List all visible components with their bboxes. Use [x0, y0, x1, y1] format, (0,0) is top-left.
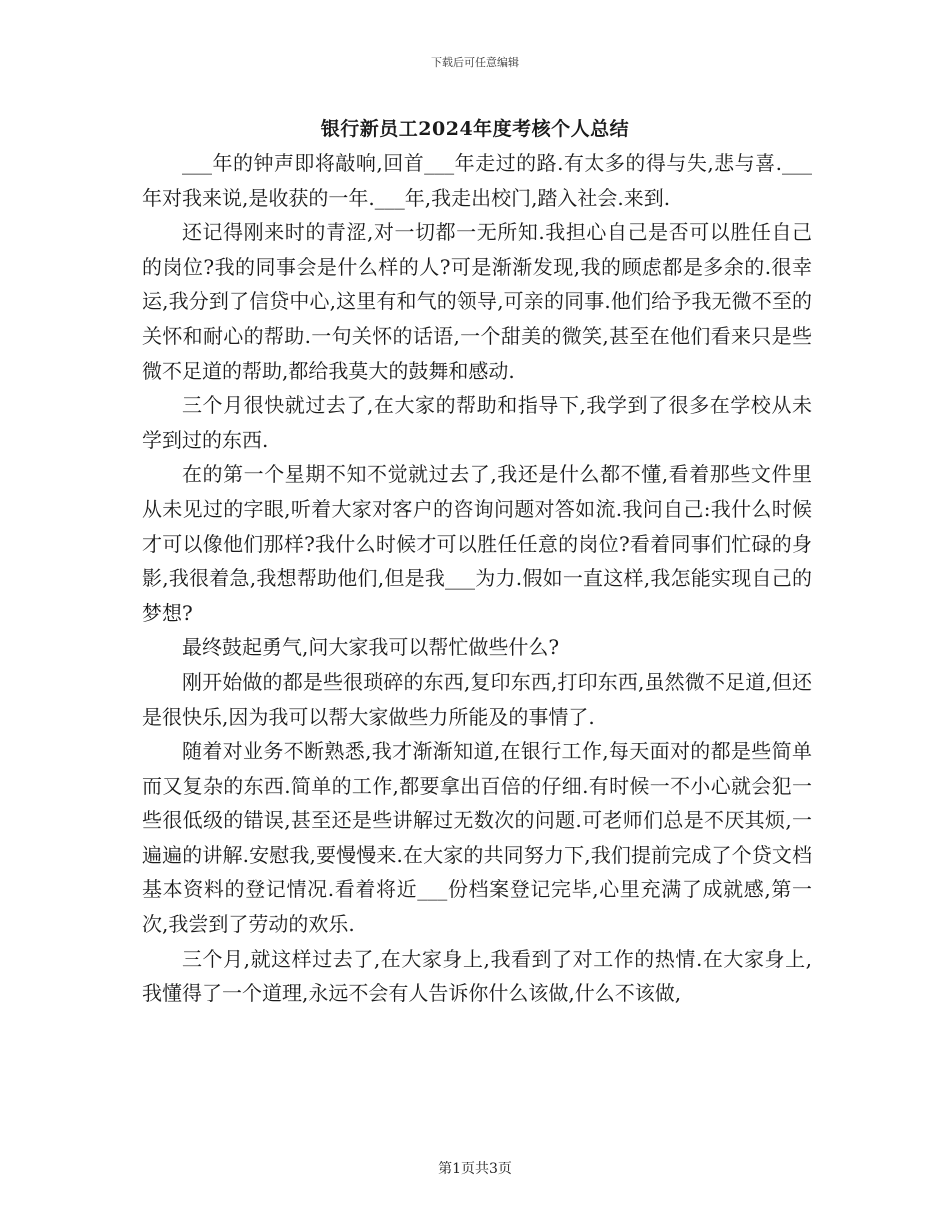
- paragraph: 在的第一个星期不知不觉就过去了,我还是什么都不懂,看着那些文件里从未见过的字眼,听着大家对客户的咨询问题对答如流.我问自己:我什么时候才可以像他们那样?我什么时候才可以胜任任意的岗位?看着同事们忙碌的身影,我很着急,我想帮助他们,但是我___为力.假如一直这样,我怎能实现自己的梦想?: [142, 462, 812, 625]
- document-body: [142, 146, 812, 1011]
- document-title: 银行新员工2024年度考核个人总结: [320, 118, 630, 140]
- paragraph: 最终鼓起勇气,问大家我可以帮忙做些什么?: [182, 635, 560, 660]
- paragraph: 随着对业务不断熟悉,我才渐渐知道,在银行工作,每天面对的都是些简单而又复杂的东西.简单的工作,都要拿出百倍的仔细.有时候一不小心就会犯一些很低级的错误,甚至还是些讲解过无数次的问题.可老师们总是不厌其烦,一遍遍的讲解.安慰我,要慢慢来.在大家的共同努力下,我们提前完成了个贷文档基本资料的登记情况.看着将近___份档案登记完毕,心里充满了成就感,第一次,我尝到了劳动的欢乐.: [142, 739, 812, 937]
- paragraph: 三个月,就这样过去了,在大家身上,我看到了对工作的热情.在大家身上,我懂得了一个道理,永远不会有人告诉你什么该做,什么不该做,: [142, 946, 812, 1006]
- header-note: 下载后可任意编辑: [431, 56, 519, 69]
- paragraph: 刚开始做的都是些很琐碎的东西,复印东西,打印东西,虽然微不足道,但还是很快乐,因为我可以帮大家做些力所能及的事情了.: [142, 669, 812, 729]
- paragraph: ___年的钟声即将敲响,回首___年走过的路.有太多的得与失,悲与喜.___年对我来说,是收获的一年.___年,我走出校门,踏入社会.来到.: [142, 151, 812, 210]
- paragraph: 还记得刚来时的青涩,对一切都一无所知.我担心自己是否可以胜任自己的岗位?我的同事会是什么样的人?可是渐渐发现,我的顾虑都是多余的.很幸运,我分到了信贷中心,这里有和气的领导,可亲的同事.他们给予我无微不至的关怀和耐心的帮助.一句关怀的话语,一个甜美的微笑,甚至在他们看来只是些微不足道的帮助,都给我莫大的鼓舞和感动.: [142, 220, 812, 383]
- paragraph: 三个月很快就过去了,在大家的帮助和指导下,我学到了很多在学校从未学到过的东西.: [142, 393, 812, 452]
- page-footer: 第1页共3页: [438, 1161, 512, 1177]
